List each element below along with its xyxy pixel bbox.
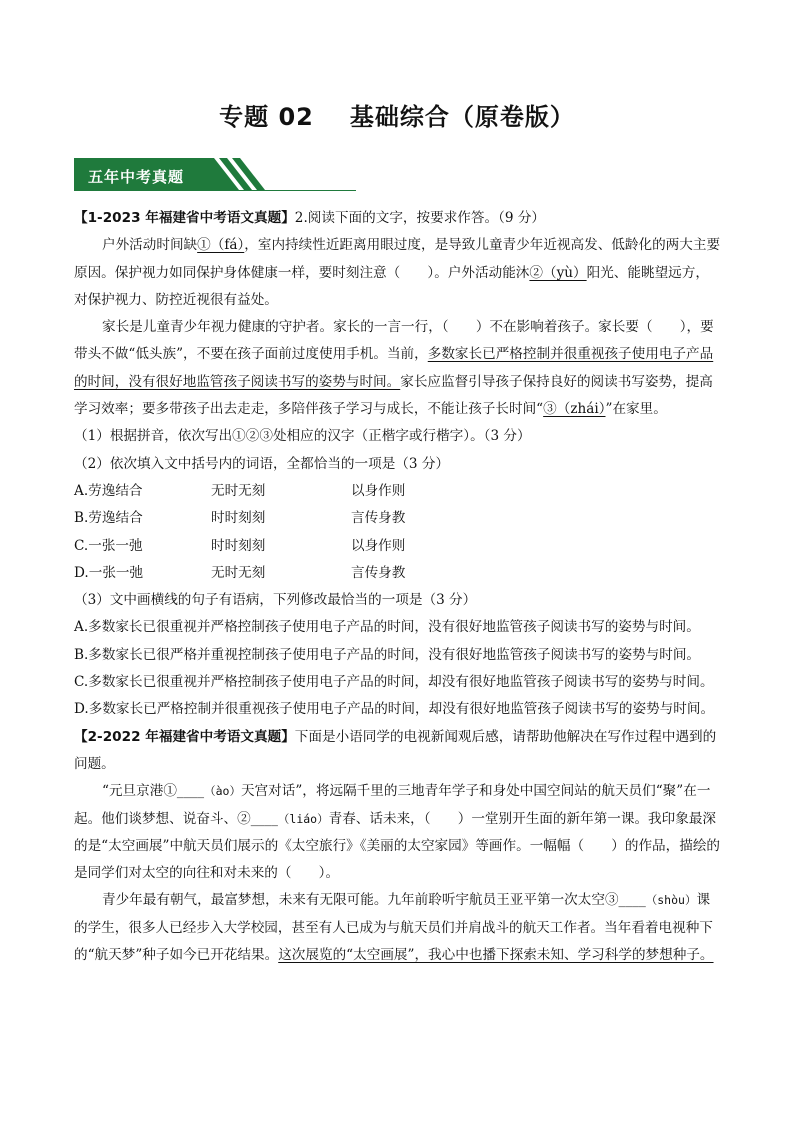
option-cell: D.一张一弛 <box>74 564 144 581</box>
q1-sub-question-1: （1）根据拼音，依次写出①②③处相应的汉字（正楷字或行楷字）。（3 分） <box>74 428 531 445</box>
option-row <box>74 533 722 560</box>
q1-header <box>74 205 722 232</box>
q1-passage-paragraph-2 <box>74 314 722 423</box>
q1-sub-question-2: （2）依次填入文中括号内的词语，全都恰当的一项是（3 分） <box>74 455 450 472</box>
option-line: D.多数家长已严格控制并很重视孩子使用电子产品的时间，却没有很好地监管孩子阅读书写的姿势与时间。 <box>74 701 715 718</box>
pinyin-hint: （ào） <box>204 784 241 799</box>
q1-sub-question-3: （3）文中画横线的句子有语病，下列修改最恰当的一项是（3 分） <box>74 592 477 609</box>
option-line: A.多数家长已很重视并严格控制孩子使用电子产品的时间，没有很好地监管孩子阅读书写的姿势与时间。 <box>74 619 700 636</box>
option-line: B.多数家长已很严格并重视控制孩子使用电子产品的时间，没有很好地监管孩子阅读书写的姿势与时间。 <box>74 646 701 663</box>
option-row <box>74 560 722 587</box>
text-run: 天宫对话”，将远隔千里的三地青年学子和身处中国空间站的航天员们“聚”在一起。他们谈梦想、说奋斗、②____ <box>74 783 711 827</box>
pinyin-hint: （liáo） <box>277 811 329 826</box>
page-title <box>0 97 794 132</box>
text-run: 青春、话未来，（ ）一堂别开生面的新年第一课。我印象最深的是“太空画展”中航天员们展示的《太空旅行》《美丽的太空家园》等画作。一幅幅（ ）的作品，描绘的是同学们对太空的向往和对未来的（ ）。 <box>74 810 721 882</box>
option-cell: 时时刻刻 <box>211 537 266 554</box>
pinyin-hint: （shòu） <box>645 893 697 908</box>
option-cell: 无时无刻 <box>211 564 266 581</box>
text-run: 家长是儿童青少年视力健康的守护者。家长的一言一行，（ ）不在影响着孩子。家长要（ ），要带头不做“低头族”，不要在孩子面前过度使用手机。当前， <box>74 319 714 363</box>
option-line: C.多数家长已很重视并严格控制孩子使用电子产品的时间，却没有很好地监管孩子阅读书写的姿势与时间。 <box>74 674 714 691</box>
text-run: 家长应监督引导孩子保持良好的阅读书写姿势，提高学习效率；要多带孩子出去走走，多陪伴孩子学习与成长，不能让孩子长时间“ <box>74 373 713 418</box>
q2-source: 【2-2022 年福建省中考语文真题】 <box>74 728 295 745</box>
text-run: 青少年最有朝气，最富梦想，未来有无限可能。九年前聆听宇航员王亚平第一次太空③____ <box>102 892 646 909</box>
underlined-sentence: 这次展览的“太空画展”，我心中也播下探索未知、学习科学的梦想种子。 <box>278 947 714 964</box>
option-row <box>74 478 722 505</box>
option-cell: 时时刻刻 <box>211 510 266 527</box>
option-cell: 言传身教 <box>351 564 406 581</box>
q2-passage-paragraph-2 <box>74 887 722 969</box>
text-run: ，室内持续性近距离用眼过度，是导致儿童青少年近视高发、低龄化的两大主要原因。保护视力如同保护身体健康一样，要时刻注意（ ）。户外活动能沐 <box>74 237 721 281</box>
option-cell: 言传身教 <box>351 510 406 527</box>
q2-passage-paragraph-1 <box>74 778 722 887</box>
option-cell: 以身作则 <box>351 537 406 554</box>
text-run: ”在家里。 <box>605 401 667 418</box>
text-run: 阳光、能眺望远方，对保护视力、防控近视很有益处。 <box>74 264 709 308</box>
option-cell: A.劳逸结合 <box>74 482 143 499</box>
q1-passage-paragraph-1 <box>74 232 722 314</box>
option-cell: 以身作则 <box>351 482 406 499</box>
document-body <box>74 205 722 969</box>
option-row <box>74 505 722 532</box>
option-cell: 无时无刻 <box>211 482 266 499</box>
text-run: “元旦京港①____ <box>102 783 205 800</box>
title-name: 基础综合（原卷版） <box>349 103 575 131</box>
text-run: 课的学生，很多人已经步入大学校园，甚至有人已成为与航天员们并肩战斗的航天工作者。当年看着电视种下的“航天梦”种子如今已开花结果。 <box>74 892 713 964</box>
q2-header <box>74 724 722 779</box>
pinyin-mark-1: ①（fá） <box>197 237 245 254</box>
pinyin-mark-3: ③（zhái） <box>543 401 606 418</box>
option-cell: C.一张一弛 <box>74 537 143 554</box>
q1-prompt: 2.阅读下面的文字，按要求作答。（9 分） <box>294 210 546 226</box>
option-cell: B.劳逸结合 <box>74 510 143 527</box>
underlined-sentence: 多数家长已严格控制并很重视孩子使用电子产品的时间，没有很好地监管孩子阅读书写的姿势与时间。 <box>74 346 714 390</box>
title-number: 专题 02 <box>219 103 314 131</box>
text-run: 户外活动时间缺 <box>102 237 198 254</box>
q2-prompt: 下面是小语同学的电视新闻观后感，请帮助他解决在写作过程中遇到的问题。 <box>74 728 717 772</box>
q1-source: 【1-2023 年福建省中考语文真题】 <box>74 210 295 226</box>
section-banner-label: 五年中考真题 <box>88 168 185 186</box>
pinyin-mark-2: ②（yù） <box>529 264 587 281</box>
